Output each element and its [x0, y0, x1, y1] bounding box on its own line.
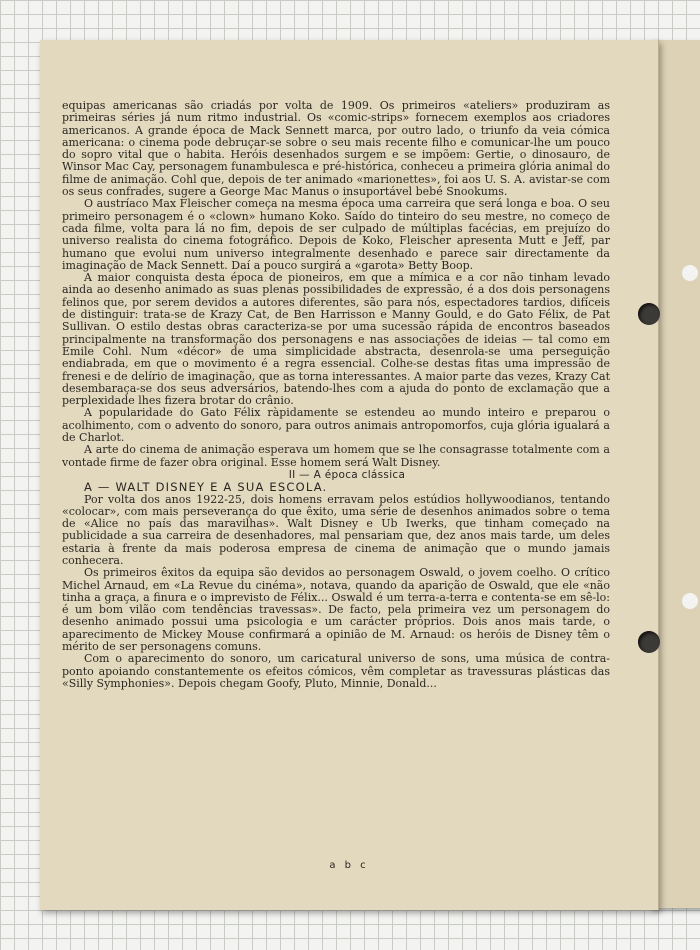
page-text	[62, 100, 610, 690]
punch-hole	[682, 265, 698, 281]
paragraph: A maior conquista desta época de pioneiros, em que a mímica e a cor não tinham levado ainda ao desenho animado as suas plenas possibilidades de expressão, é a dos dois personagens felinos que, por serem devidos a autores diferentes, são para nós, espectadores tardios, difíceis de distinguir: trata-se de Krazy Cat, de Ben Harrisson e Manny Gould, e do Gato Félix, de Pat Sullivan. O estilo destas obras caracteriza-se por uma sucessão rápida de encontros baseados principalmente na transformação dos personagens e nas associações de ideias — tal como em Emile Cohl. Num «décor» de uma simplicidade abstracta, desenrola-se uma perseguição endiabrada, em que o movimento é a regra essencial. Colhe-se destas fitas uma impressão de frenesi e de delírio de imaginação, que as torna interessantes. A maior parte das vezes, Krazy Cat desembaraça-se dos seus adversários, batendo-lhes com a ajuda do ponto de exclamação que a perplexidade lhes fizera brotar do crânio.	[62, 271, 610, 408]
paragraph: O austríaco Max Fleischer começa na mesma época uma carreira que será longa e boa. O seu primeiro personagem é o «clown» humano Koko. Saído do tinteiro do seu mestre, no começo de cada filme, volta para lá no fim, depois de ser culpado de múltiplas facécias, em prejuízo do universo realista do cinema fotográfico. Depois de Koko, Fleischer apresenta Mutt e Jeff, par humano que evolui num universo integralmente desenhado e parece sair directamente da imaginação de Mack Sennett. Daí a pouco surgirá a «garota» Betty Boop.	[62, 197, 610, 272]
punch-hole	[638, 631, 660, 653]
page-footer: a b c	[329, 860, 369, 871]
paragraph: A popularidade do Gato Félix ràpidamente se estendeu ao mundo inteiro e preparou o acolhimento, com o advento do sonoro, para outros animais antropomorfos, cuja glória igualará a de Charlot.	[62, 406, 610, 445]
section-title: II — A época clássica	[288, 468, 406, 481]
paragraph: A arte do cinema de animação esperava um homem que se lhe consagrasse totalmente com a vontade firme de fazer obra original. Esse homem será Walt Disney.	[62, 443, 610, 469]
paragraph: Por volta dos anos 1922-25, dois homens erravam pelos estúdios hollywoodianos, tentando «colocar», com mais perseverança do que êxito, uma série de desenhos animados sobre o tema de «Alice no país das maravilhas». Walt Disney e Ub Iwerks, que tinham começado na publicidade a sua carreira de desenhadores, mal pensariam que, dez anos mais tarde, um deles estaria à frente da mais poderosa empresa de cinema de animação que o mundo jamais conhecera.	[62, 492, 610, 567]
punch-hole	[682, 593, 698, 609]
punch-hole	[638, 303, 660, 325]
paragraph: Com o aparecimento do sonoro, um caricatural universo de sons, uma música de contra-ponto apoiando constantemente os efeitos cómicos, vêm completar as travessuras plásticas das «Silly Symphonies». Depois chegam Goofy, Pluto, Minnie, Donald...	[62, 652, 610, 690]
paragraph: equipas americanas são criadás por volta de 1909. Os primeiros «ateliers» produziram as primeiras séries já num ritmo industrial. Os «comic-strips» fornecem exemplos aos criadores americanos. A grande época de Mack Sennett marca, por outro lado, o triunfo da veia cómica americana: o cinema pode debruçar-se sobre o seu mais recente filho e comunicar-lhe um pouco do sopro vital que o habita. Heróis desenhados surgem e se impõem: Gertie, o dinosauro, de Winsor Mac Cay, personagem funambulesca e pré-histórica, conheceu a primeira glória animal do filme de animação. Cohl que, depois de ter animado «marionettes», foi aos U. S. A. avistar-se com os seus confrades, sugere a George Mac Manus o insuportável bebé Snookums.	[62, 99, 610, 199]
next-page-edge	[652, 40, 700, 908]
subsection-title: A — WALT DISNEY E A SUA ESCOLA.	[84, 480, 328, 495]
paragraph: Os primeiros êxitos da equipa são devidos ao personagem Oswald, o jovem coelho. O crítico Michel Arnaud, em «La Revue du cinéma», notava, quando da aparição de Oswald, que ele «não tinha a graça, a finura e o imprevisto de Félix... Oswald é um terra-a-terra e contenta-se em sê-lo: é um bom vilão com tendências travessas». De facto, pela primeira vez um personagem do desenho animado possui uma psicologia e um carácter próprios. Dois anos mais tarde, o aparecimento de Mickey Mouse confirmará a opinião de M. Arnaud: os heróis de Disney têm o mérito de ser personagens comuns.	[62, 566, 610, 654]
